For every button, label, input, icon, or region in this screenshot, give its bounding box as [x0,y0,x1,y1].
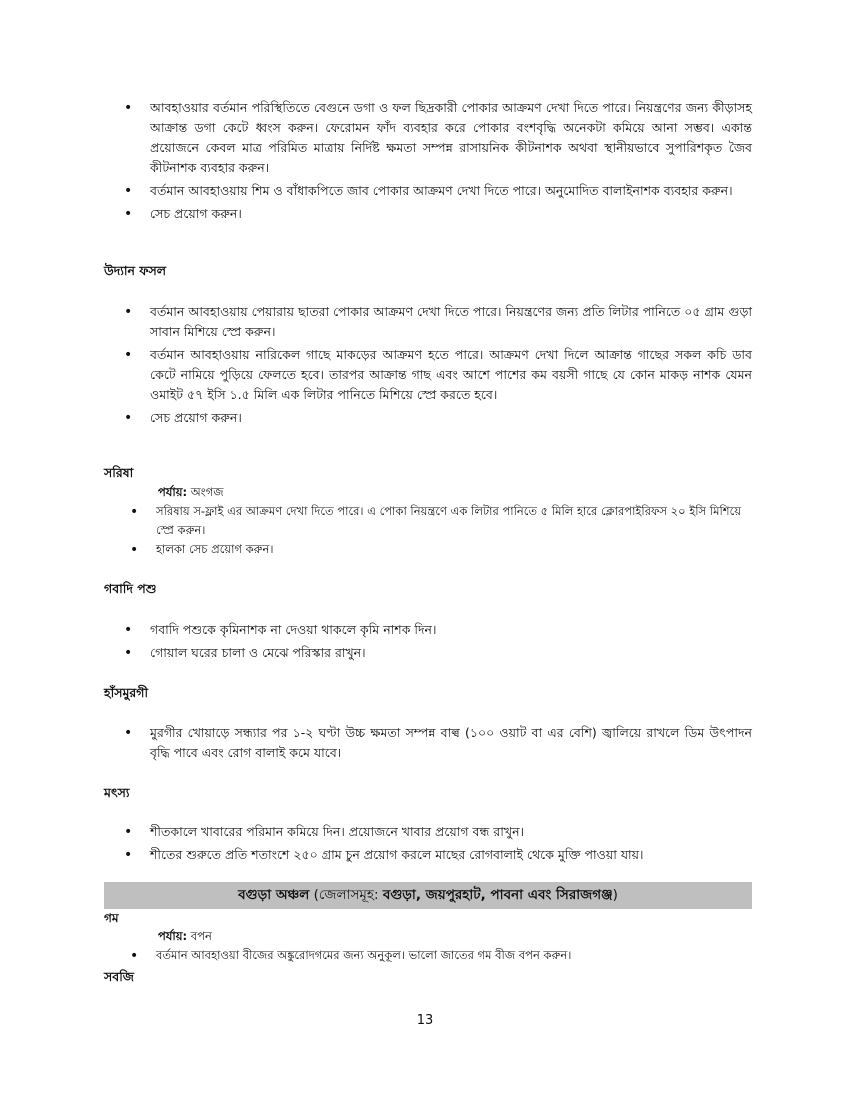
bullet-icon: • [124,725,133,741]
list-item-text: আবহাওয়ার বর্তমান পরিস্থিতিতে বেগুনে ডগা ও ফল ছিদ্রকারী পোকার আক্রমণ দেখা দিতে পারে। নিয়ন্ত্রণের জন্য কীড়াসহ আক্রান্ত ডগা কেটে ধ্বংস করুন। ফেরোমন ফাঁদ ব্যবহার করে পোকার বংশবৃদ্ধি অনেকটা কমিয়ে আনা সম্ভব। একান্ত প্রয়োজনে কেবল মাত্র পরিমিত মাত্রায় নির্দিষ্ট ক্ষমতা সম্পন্ন রাসায়নিক কীটনাশক অথবা স্থানীয়ভাবে সুপারিশকৃত জৈব কীটনাশক ব্যবহার করুন। [150,100,752,175]
bullet-icon: • [124,622,133,638]
list-item-text: গোয়াল ঘরের চালা ও মেঝে পরিস্কার রাখুন। [150,645,366,660]
bullet-icon: • [124,347,133,363]
bullet-icon: • [124,824,133,840]
list-item [124,408,752,428]
crop-stage [158,484,224,500]
list-item-text: বর্তমান আবহাওয়ায় নারিকেল গাছে মাকড়ের আক্রমণ হতে পারে। আক্রমণ দেখা দিলে আক্রান্ত গাছের সকল কচি ডাব কেটে নামিয়ে পুড়িয়ে ফেলতে হবে। তারপর আক্রান্ত গাছ এবং আশে পাশের কম বয়সী গাছে যে কোন মাকড় নাশক যেমন ওমাইট ৫৭ ইসি ১.৫ মিলি এক লিটার পানিতে মিশিয়ে স্প্রে করতে হবে। [150,347,752,402]
crop-stage [158,928,212,944]
bullet-icon: • [124,183,133,199]
list-item [130,946,756,965]
list-item [124,620,752,640]
horticulture-advice-list [124,302,752,428]
list-item [124,345,752,405]
section-heading-mustard: সরিষা [104,465,134,480]
list-item [124,302,752,342]
list-item [124,822,752,842]
page-number: 13 [416,1013,434,1028]
section-heading-horticulture: উদ্যান ফসল [104,263,167,278]
stage-value: অংগজ [187,485,224,499]
list-item-text: বর্তমান আবহাওয়ায় পেয়ারায় ছাতরা পোকার আক্রমণ দেখা দিতে পারে। নিয়ন্ত্রণের জন্য প্রতি লিটার পানিতে ০৫ গ্রাম গুড়া সাবান মিশিয়ে স্প্রে করুন। [150,304,752,339]
list-item-text: সেচ প্রয়োগ করুন। [150,410,242,425]
livestock-advice-list [124,620,752,663]
list-item-text: বর্তমান আবহাওয়ায় শিম ও বাঁধাকপিতে জাব পোকার আক্রমণ দেখা দিতে পারে। অনুমোদিত বালাইনাশক ব্যবহার করুন। [150,183,733,198]
list-item-text: সেচ প্রয়োগ করুন। [150,206,242,221]
bullet-icon: • [124,304,133,320]
list-item [124,181,752,201]
stage-value: বপন [187,929,212,943]
bullet-icon: • [124,100,133,116]
list-item-text: মুরগীর খোয়াড়ে সন্ধ্যার পর ১-২ ঘণ্টা উচ্চ ক্ষমতা সম্পন্ন বাল্ব (১০০ ওয়াট বা এর বেশি) জ্বালিয়ে রাখলে ডিম উৎপাদন বৃদ্ধি পাবে এবং রোগ বালাই কমে যাবে। [150,725,752,760]
list-item [124,845,752,865]
bullet-icon: • [130,948,139,964]
bullet-icon: • [124,206,133,222]
list-item [124,204,752,224]
wheat-advice-list [130,946,756,965]
list-item [124,723,752,763]
region-districts: বগুড়া, জয়পুরহাট, পাবনা এবং সিরাজগঞ্জ [382,887,613,903]
list-item-text: শীতকালে খাবারের পরিমান কমিয়ে দিন। প্রয়োজনে খাবার প্রয়োগ বন্ধ রাখুন। [150,824,525,839]
list-item-text: গবাদি পশুকে কৃমিনাশক না দেওয়া থাকলে কৃমি নাশক দিন। [150,622,437,637]
list-item-text: সরিষায় স-ফ্লাই এর আক্রমণ দেখা দিতে পারে। এ পোকা নিয়ন্ত্রণে এক লিটার পানিতে ৫ মিলি হারে ক্লোরপাইরিফস ২০ ইসি মিশিয়ে স্প্রে করুন। [156,504,741,537]
vegetable-advice-list [124,98,752,224]
list-item-text: হালকা সেচ প্রয়োগ করুন। [156,542,274,556]
bullet-icon: • [124,847,133,863]
region-banner [104,882,752,909]
stage-label: পর্যায়: [158,485,188,499]
region-paren-open: (জেলাসমূহ: [309,887,383,903]
section-heading-livestock: গবাদি পশু [104,581,157,596]
stage-label: পর্যায়: [158,929,188,943]
region-name: বগুড়া অঞ্চল [238,887,310,903]
bullet-icon: • [130,542,139,558]
list-item [124,643,752,663]
bullet-icon: • [124,410,133,426]
list-item-text: বর্তমান আবহাওয়া বীজের অঙ্কুরোদগমের জন্য অনুকূল। ভালো জাতের গম বীজ বপন করুন। [156,948,572,962]
list-item [130,502,756,540]
bullet-icon: • [124,645,133,661]
region-paren-close: ) [612,887,618,903]
section-heading-poultry: হাঁসমুরগী [104,685,149,700]
list-item [124,98,752,178]
fisheries-advice-list [124,822,752,865]
poultry-advice-list [124,723,752,763]
list-item-text: শীতের শুরুতে প্রতি শতাংশে ২৫০ গ্রাম চুন প্রয়োগ করলে মাছের রোগবালাই থেকে মুক্তি পাওয়া যায়। [150,847,644,862]
section-heading-vegetables: সবজি [104,969,134,984]
section-heading-fisheries: মৎস্য [104,785,130,800]
section-heading-wheat: গম [104,911,119,925]
list-item [130,540,756,559]
bullet-icon: • [130,504,139,520]
mustard-advice-list [130,502,756,559]
